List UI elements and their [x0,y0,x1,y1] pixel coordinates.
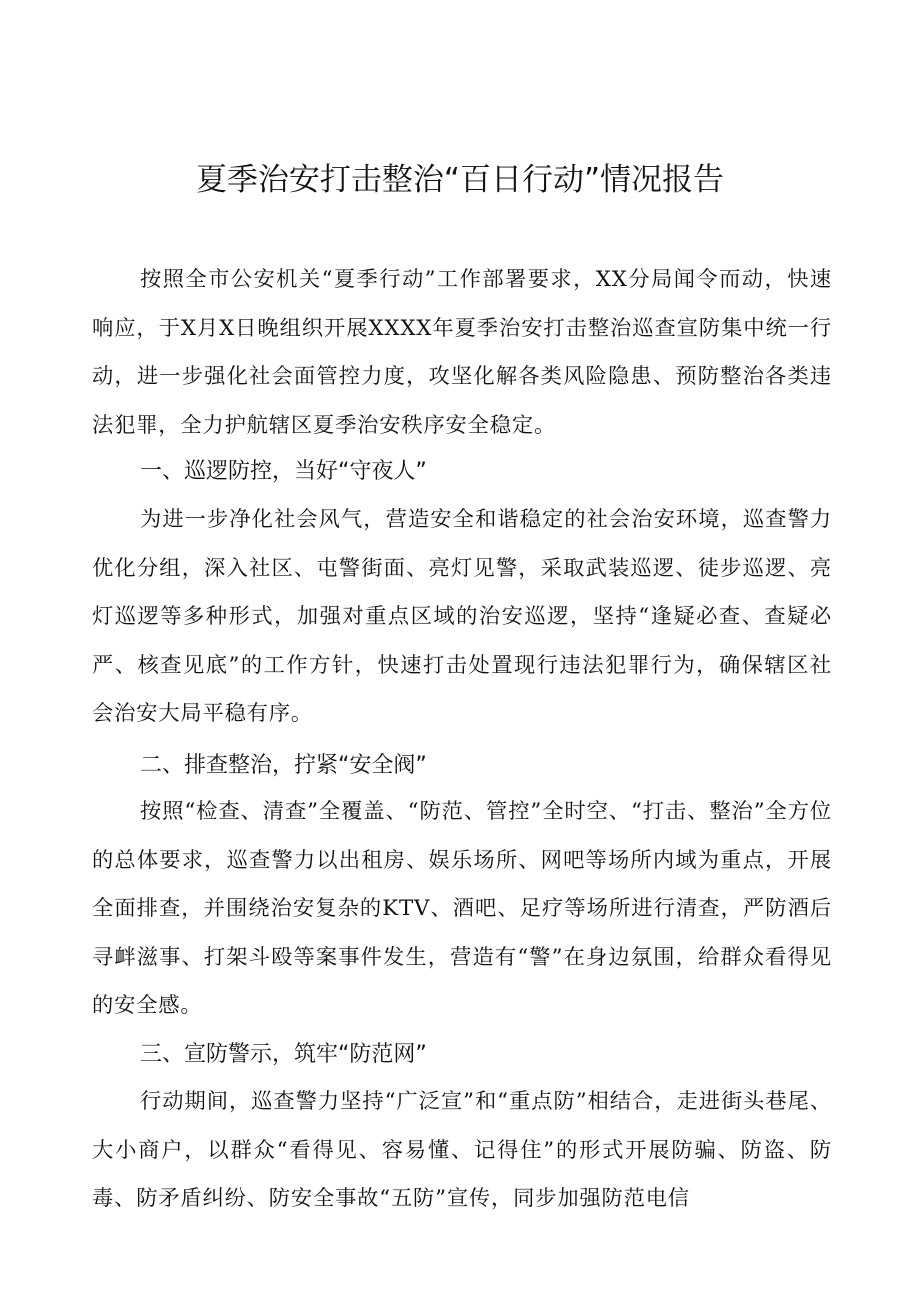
document-title: 夏季治安打击整治“百日行动”情况报告 [195,162,725,198]
section-heading-2: 二、排查整治，拧紧“安全阀” [140,753,427,778]
section-body-3: 行动期间，巡查警力坚持“广泛宣”和“重点防”相结合，走进街头巷尾、大小商户，以群众“看得见、容易懂、记得住”的形式开展防骗、防盗、防毒、防矛盾纠纷、防安全事故“五防”宣传，同步加强防范电信 [92,1089,832,1211]
section-body-1: 为进一步净化社会风气，营造安全和谐稳定的社会治安环境，巡查警力优化分组，深入社区、屯警街面、亮灯见警，采取武装巡逻、徒步巡逻、亮灯巡逻等多种形式，加强对重点区域的治安巡逻，坚持“逢疑必查、查疑必严、核查见底”的工作方针，快速打击处置现行违法犯罪行为，确保辖区社会治安大局平稳有序。 [92,507,832,726]
section-heading-3: 三、宣防警示，筑牢“防范网” [140,1042,427,1067]
section-heading-1: 一、巡逻防控，当好“守夜人” [140,459,427,484]
intro-paragraph: 按照全市公安机关“夏季行动”工作部署要求，XX分局闻令而动，快速响应，于X月X日晚组织开展XXXX年夏季治安打击整治巡查宣防集中统一行动，进一步强化社会面管控力度，攻坚化解各类风险隐患、预防整治各类违法犯罪，全力护航辖区夏季治安秩序安全稳定。 [92,267,832,438]
section-body-2: 按照“检查、清查”全覆盖、“防范、管控”全时空、“打击、整治”全方位的总体要求，巡查警力以出租房、娱乐场所、网吧等场所内域为重点，开展全面排查，并围绕治安复杂的KTV、酒吧、足疗等场所进行清查，严防酒后寻衅滋事、打架斗殴等案事件发生，营造有“警”在身边氛围，给群众看得见的安全感。 [92,799,832,1018]
